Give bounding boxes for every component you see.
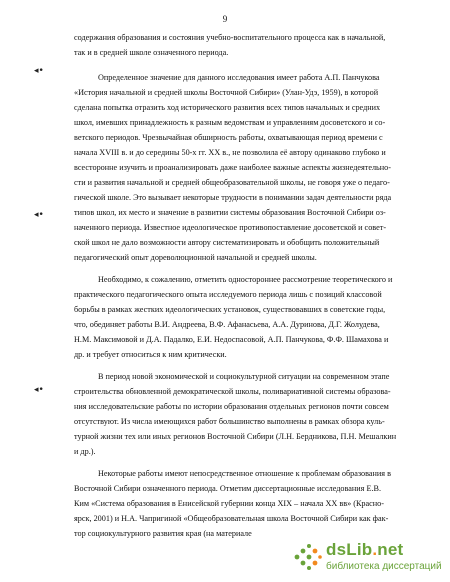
text-line: ской школ не дало возможности автору систематизировать и обобщить положительный	[74, 238, 380, 247]
text-line: и др.).	[74, 447, 96, 456]
text-line: гической школе. Это вызывает некоторые трудности в понимании задач деятельности ряда	[74, 193, 392, 202]
binding-hole-mark: ◂•	[34, 210, 44, 220]
text-line: начала XVIII в. и до середины 50-х гг. XX в., не позволила её автору одинаково глубоко и	[74, 148, 386, 157]
text-line: содержания образования и состояния учебно-воспитательного процесса как в начальной,	[74, 33, 386, 42]
text-line: типов школ, их место и значение в развитии системы образования Восточной Сибири оз-	[74, 208, 386, 217]
text-line: Восточной Сибири означенного периода. Отметим диссертационные исследования Е.В.	[74, 484, 382, 493]
text-line: Ким «Система образования в Енисейской губернии конца XIX – начала XX вв» (Красно-	[74, 499, 384, 508]
text-line: школ, имевших принадлежность к разным ведомствам и управлениям досоветского и со-	[74, 118, 386, 127]
text-line: всесторонне изучить и проанализировать даже наиболее важные аспекты жизнедеятельно-	[74, 163, 391, 172]
text-line: борьбы в рамках жестких идеологических установок, существовавших в советские годы,	[74, 305, 386, 314]
page-number: 9	[222, 14, 228, 24]
binding-hole-mark: ◂•	[34, 66, 44, 76]
text-line: «История начальной и средней школы Восточной Сибири» (Улан-Удэ, 1959), в которой	[74, 88, 379, 97]
text-line: др. и требует относиться к ним критически.	[74, 350, 227, 359]
text-line: В период новой экономической и социокультурной ситуации на современном этапе	[98, 372, 390, 381]
text-line: так и в средней школе означенного периода.	[74, 48, 229, 57]
text-line: педагогический опыт дореволюционной начальной и средней школы.	[74, 253, 317, 262]
text-line: что, обединяет работы В.И. Андреева, В.Ф. Афанасьева, А.А. Дуринова, Д.Г. Жолудева,	[74, 320, 380, 329]
text-line: ния исследовательские работы по истории образования отдельных регионов почти совсем	[74, 402, 389, 411]
text-line: тор социокультурного развития края (на материале	[74, 529, 252, 538]
text-line: Необходимо, к сожалению, отметить одностороннее рассмотрение теоретического и	[98, 275, 393, 284]
text-line: строительства обновленной демократической школы, поливариативной системы образова-	[74, 387, 391, 396]
dslib-logo-icon	[292, 542, 322, 572]
text-line: сти и развития начальной и средней общеобразовательной школы, не говоря уже о педаго-	[74, 178, 390, 187]
text-line: Некоторые работы имеют непосредственное отношение к проблемам образования в	[98, 469, 391, 478]
watermark-brand: dsLib.net	[326, 540, 404, 559]
text-line: турной жизни тех или иных регионов Восточной Сибири (Л.Н. Бердникова, П.Н. Мешалкин	[74, 432, 397, 441]
text-line: отсутствуют. Из числа имеющихся работ большинство выполнены в рамках обзора куль-	[74, 417, 385, 426]
text-line: сделана попытка отразить ход исторического развития всех типов начальных и средних	[74, 103, 381, 112]
text-line: ярск, 2001) и Н.А. Чапригиной «Общеобразовательная школа Восточной Сибири как фак-	[74, 514, 389, 523]
text-line: Определенное значение для данного исследования имеет работа А.П. Панчукова	[98, 73, 380, 82]
watermark-logo	[292, 534, 450, 582]
text-line: практического педагогического опыта исследуемого периода лишь с позиций классовой	[74, 290, 382, 299]
text-line: Н.М. Максимовой и Д.А. Падалко, Е.И. Недоспасовой, А.П. Панчукова, Ф.Ф. Шамахова и	[74, 335, 389, 344]
text-line: ветского периодов. Чрезвычайная обширность работы, охватывающая период времени с	[74, 133, 383, 142]
text-line: наченного периода. Известное идеологическое противопоставление досоветской и совет-	[74, 223, 387, 232]
watermark-tagline: библиотека диссертаций	[326, 561, 442, 572]
binding-hole-mark: ◂•	[34, 385, 44, 395]
